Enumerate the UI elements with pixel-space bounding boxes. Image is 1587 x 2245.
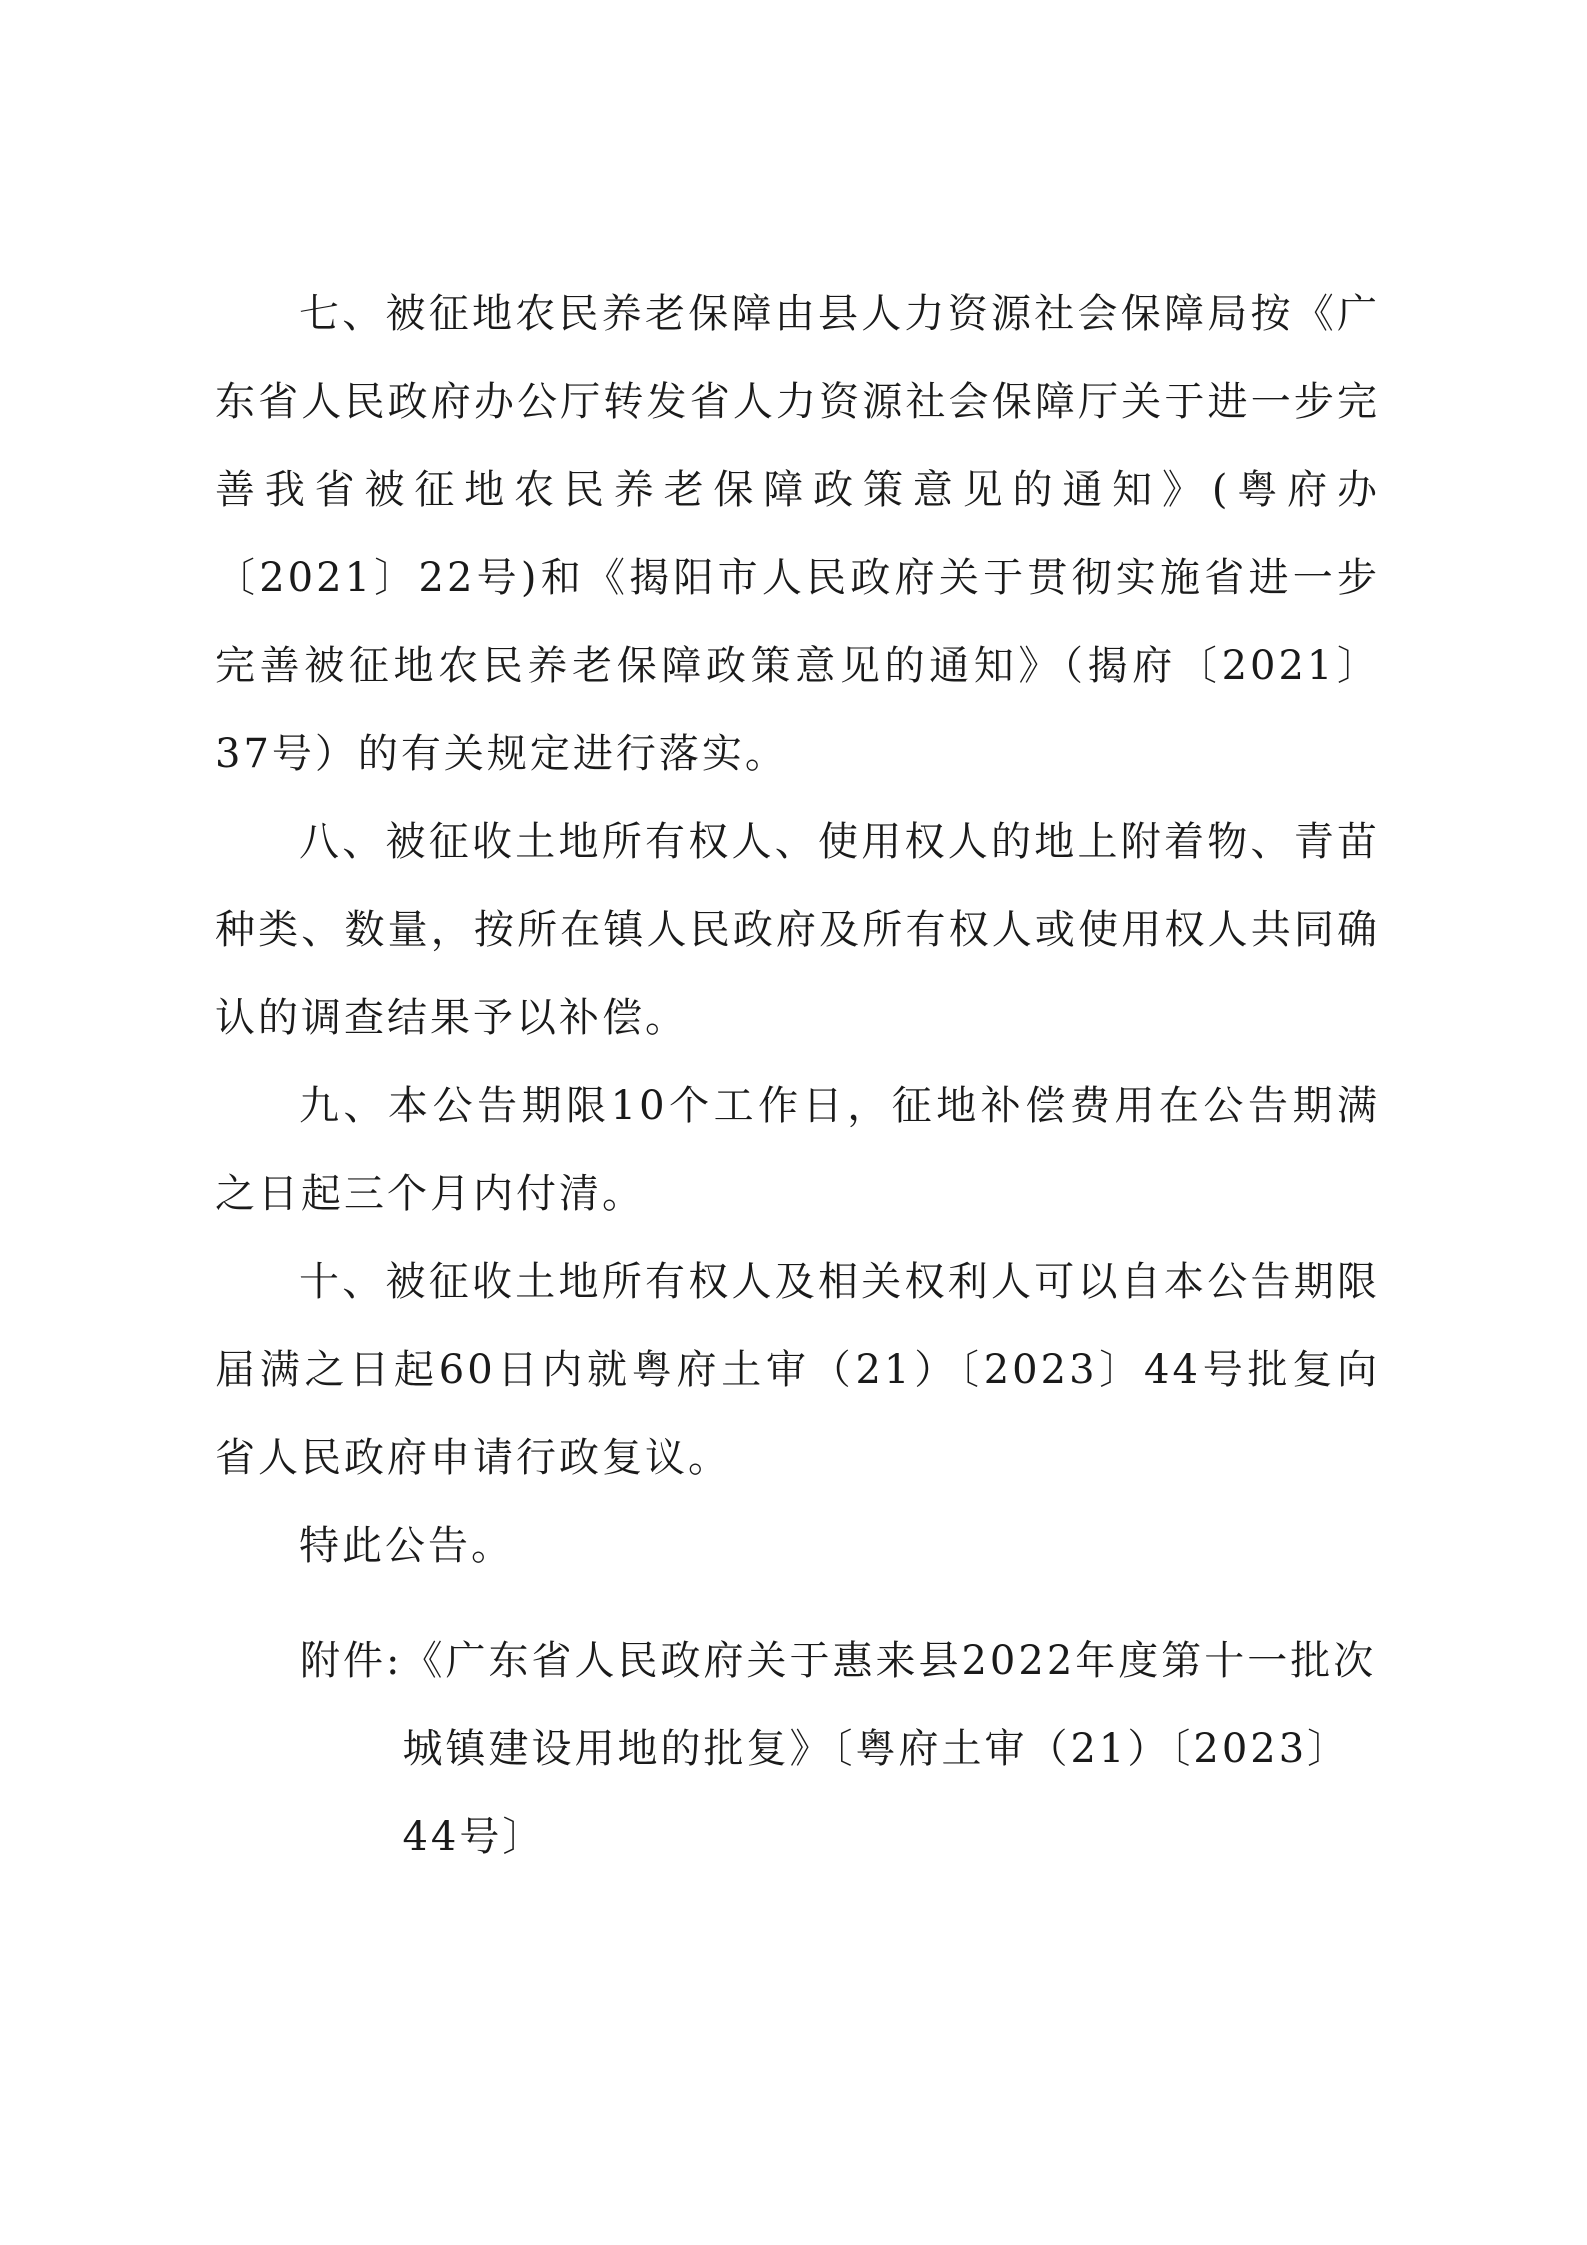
attachment-label: 附件: (300, 1638, 403, 1684)
notice-body (215, 270, 1380, 1590)
closing-statement: 特此公告。 (299, 1523, 514, 1569)
paragraph-seven: 七、被征地农民养老保障由县人力资源社会保障局按《广东省人民政府办公厅转发省人力资源社会保障厅关于进一步完善我省被征地农民养老保障政策意见的通知》(粤府办〔2021〕22号)和《揭阳市人民政府关于贯彻实施省进一步完善被征地农民养老保障政策意见的通知》（揭府〔2021〕37号）的有关规定进行落实。 (215, 291, 1380, 777)
paragraph-ten: 十、被征收土地所有权人及相关权利人可以自本公告期限届满之日起60日内就粤府土审（21）〔2023〕44号批复向省人民政府申请行政复议。 (215, 1259, 1380, 1481)
paragraph-eight: 八、被征收土地所有权人、使用权人的地上附着物、青苗种类、数量，按所在镇人民政府及所有权人或使用权人共同确认的调查结果予以补偿。 (215, 819, 1380, 1041)
attachment-text: 《广东省人民政府关于惠来县2022年度第十一批次城镇建设用地的批复》〔粤府土审（21）〔2023〕44号〕 (402, 1638, 1377, 1860)
attachment-section (300, 1617, 1380, 1881)
paragraph-nine: 九、本公告期限10个工作日，征地补偿费用在公告期满之日起三个月内付清。 (215, 1083, 1380, 1217)
